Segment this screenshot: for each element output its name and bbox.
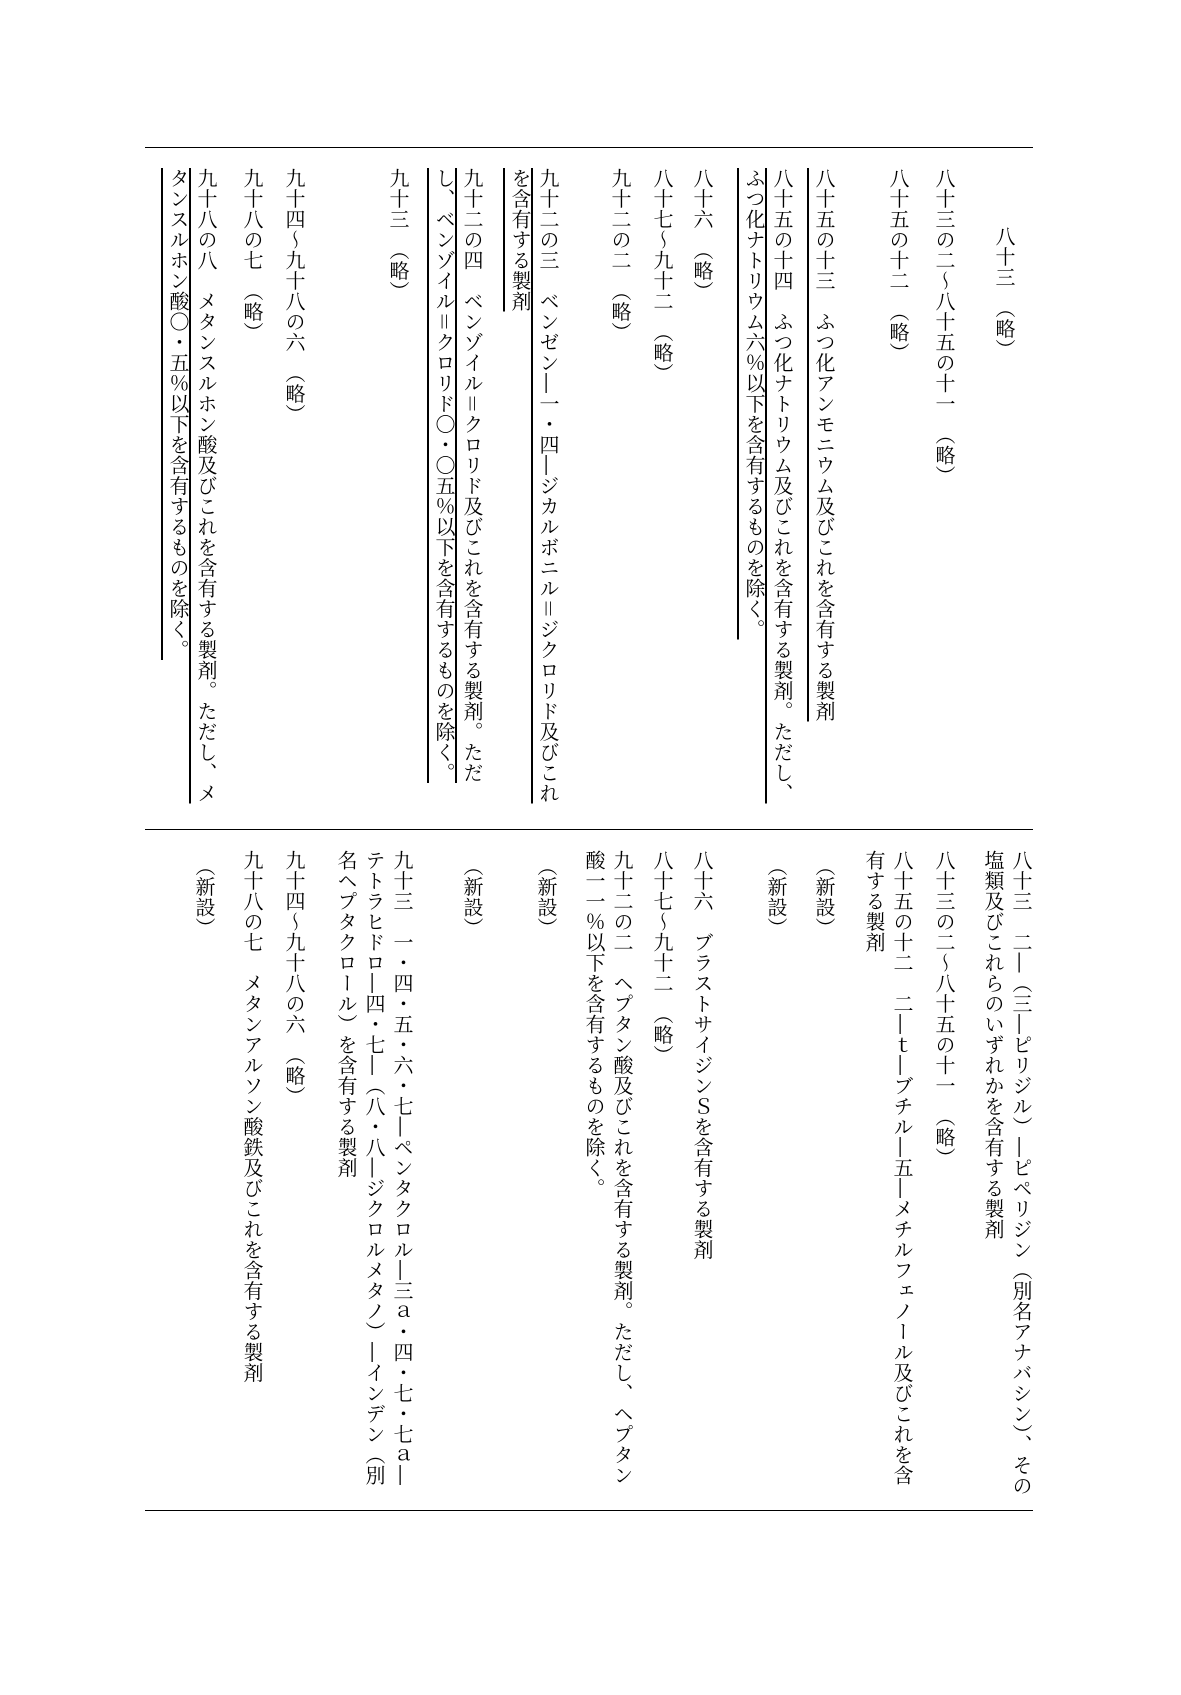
old-entry-83: 八十三 （略） — [992, 226, 1016, 360]
table-middle-rule — [145, 829, 1033, 830]
new-entry-83-2: 八十三の二〜八十五の十一 （略） — [932, 850, 956, 1168]
old-entry-85-14: 八十五の十四 ふつ化ナトリウム及びこれを含有する製剤。ただし、ふつ化ナトリウム六％以下を含有するものを除く。 — [742, 168, 794, 804]
old-entry-83-2: 八十三の二〜八十五の十一 （略） — [932, 168, 956, 486]
new-entry-new-4: （新設） — [460, 856, 484, 938]
new-entry-85-12: 八十五の十二 二―ｔ―ブチル―五―メチルフェノール及びこれを含有する製剤 — [862, 850, 914, 1486]
old-entry-93: 九十三 （略） — [386, 168, 410, 302]
table-top-rule — [145, 147, 1033, 148]
old-entry-94: 九十四〜九十八の六 （略） — [282, 168, 306, 425]
new-entry-new-1: （新設） — [812, 856, 836, 938]
new-entry-86: 八十六 ブラストサイジンＳを含有する製剤 — [690, 850, 714, 1260]
old-entry-98-7: 九十八の七 （略） — [240, 168, 264, 343]
new-entry-new-2: （新設） — [764, 856, 788, 938]
new-entry-83: 八十三 二―（三―ピリジル）―ピペリジン（別名アナバシン）、その塩類及びこれらのいずれかを含有する製剤 — [981, 850, 1033, 1496]
new-entry-87: 八十七〜九十二 （略） — [650, 850, 674, 1066]
old-entry-98-8: 九十八の八 メタンスルホン酸及びこれを含有する製剤。ただし、メタンスルホン酸〇・五％以下を含有するものを除く。 — [166, 168, 218, 804]
new-entry-98-7: 九十八の七 メタンアルソン酸鉄及びこれを含有する製剤 — [240, 850, 264, 1383]
old-entry-92-3: 九十二の三 ベンゼン―一・四―ジカルボニル＝ジクロリド及びこれを含有する製剤 — [508, 168, 560, 804]
new-entry-93: 九十三 一・四・五・六・七―ペンタクロル―三ａ・四・七・七ａ―テトラヒドロ―四・七―（八・八―ジクロルメタノ）―インデン（別名ヘプタクロール）を含有する製剤 — [334, 850, 414, 1486]
new-entry-new-3: （新設） — [534, 856, 558, 938]
new-entry-94: 九十四〜九十八の六 （略） — [282, 850, 306, 1107]
old-entry-87: 八十七〜九十二 （略） — [650, 168, 674, 384]
old-entry-92-4: 九十二の四 ベンゾイル＝クロリド及びこれを含有する製剤。ただし、ベンゾイル＝クロリド〇・〇五％以下を含有するものを除く。 — [432, 168, 484, 783]
old-entry-86: 八十六 （略） — [690, 168, 714, 302]
old-entry-85-13: 八十五の十三 ふつ化アンモニウム及びこれを含有する製剤 — [812, 168, 836, 722]
new-entry-92-2: 九十二の二 ヘプタン酸及びこれを含有する製剤。ただし、ヘプタン酸一一％以下を含有するものを除く。 — [582, 850, 634, 1486]
table-bottom-rule — [145, 1510, 1033, 1511]
new-entry-new-5: （新設） — [192, 856, 216, 938]
old-entry-85-12: 八十五の十二 （略） — [886, 168, 910, 363]
old-entry-92-2: 九十二の二 （略） — [608, 168, 632, 343]
